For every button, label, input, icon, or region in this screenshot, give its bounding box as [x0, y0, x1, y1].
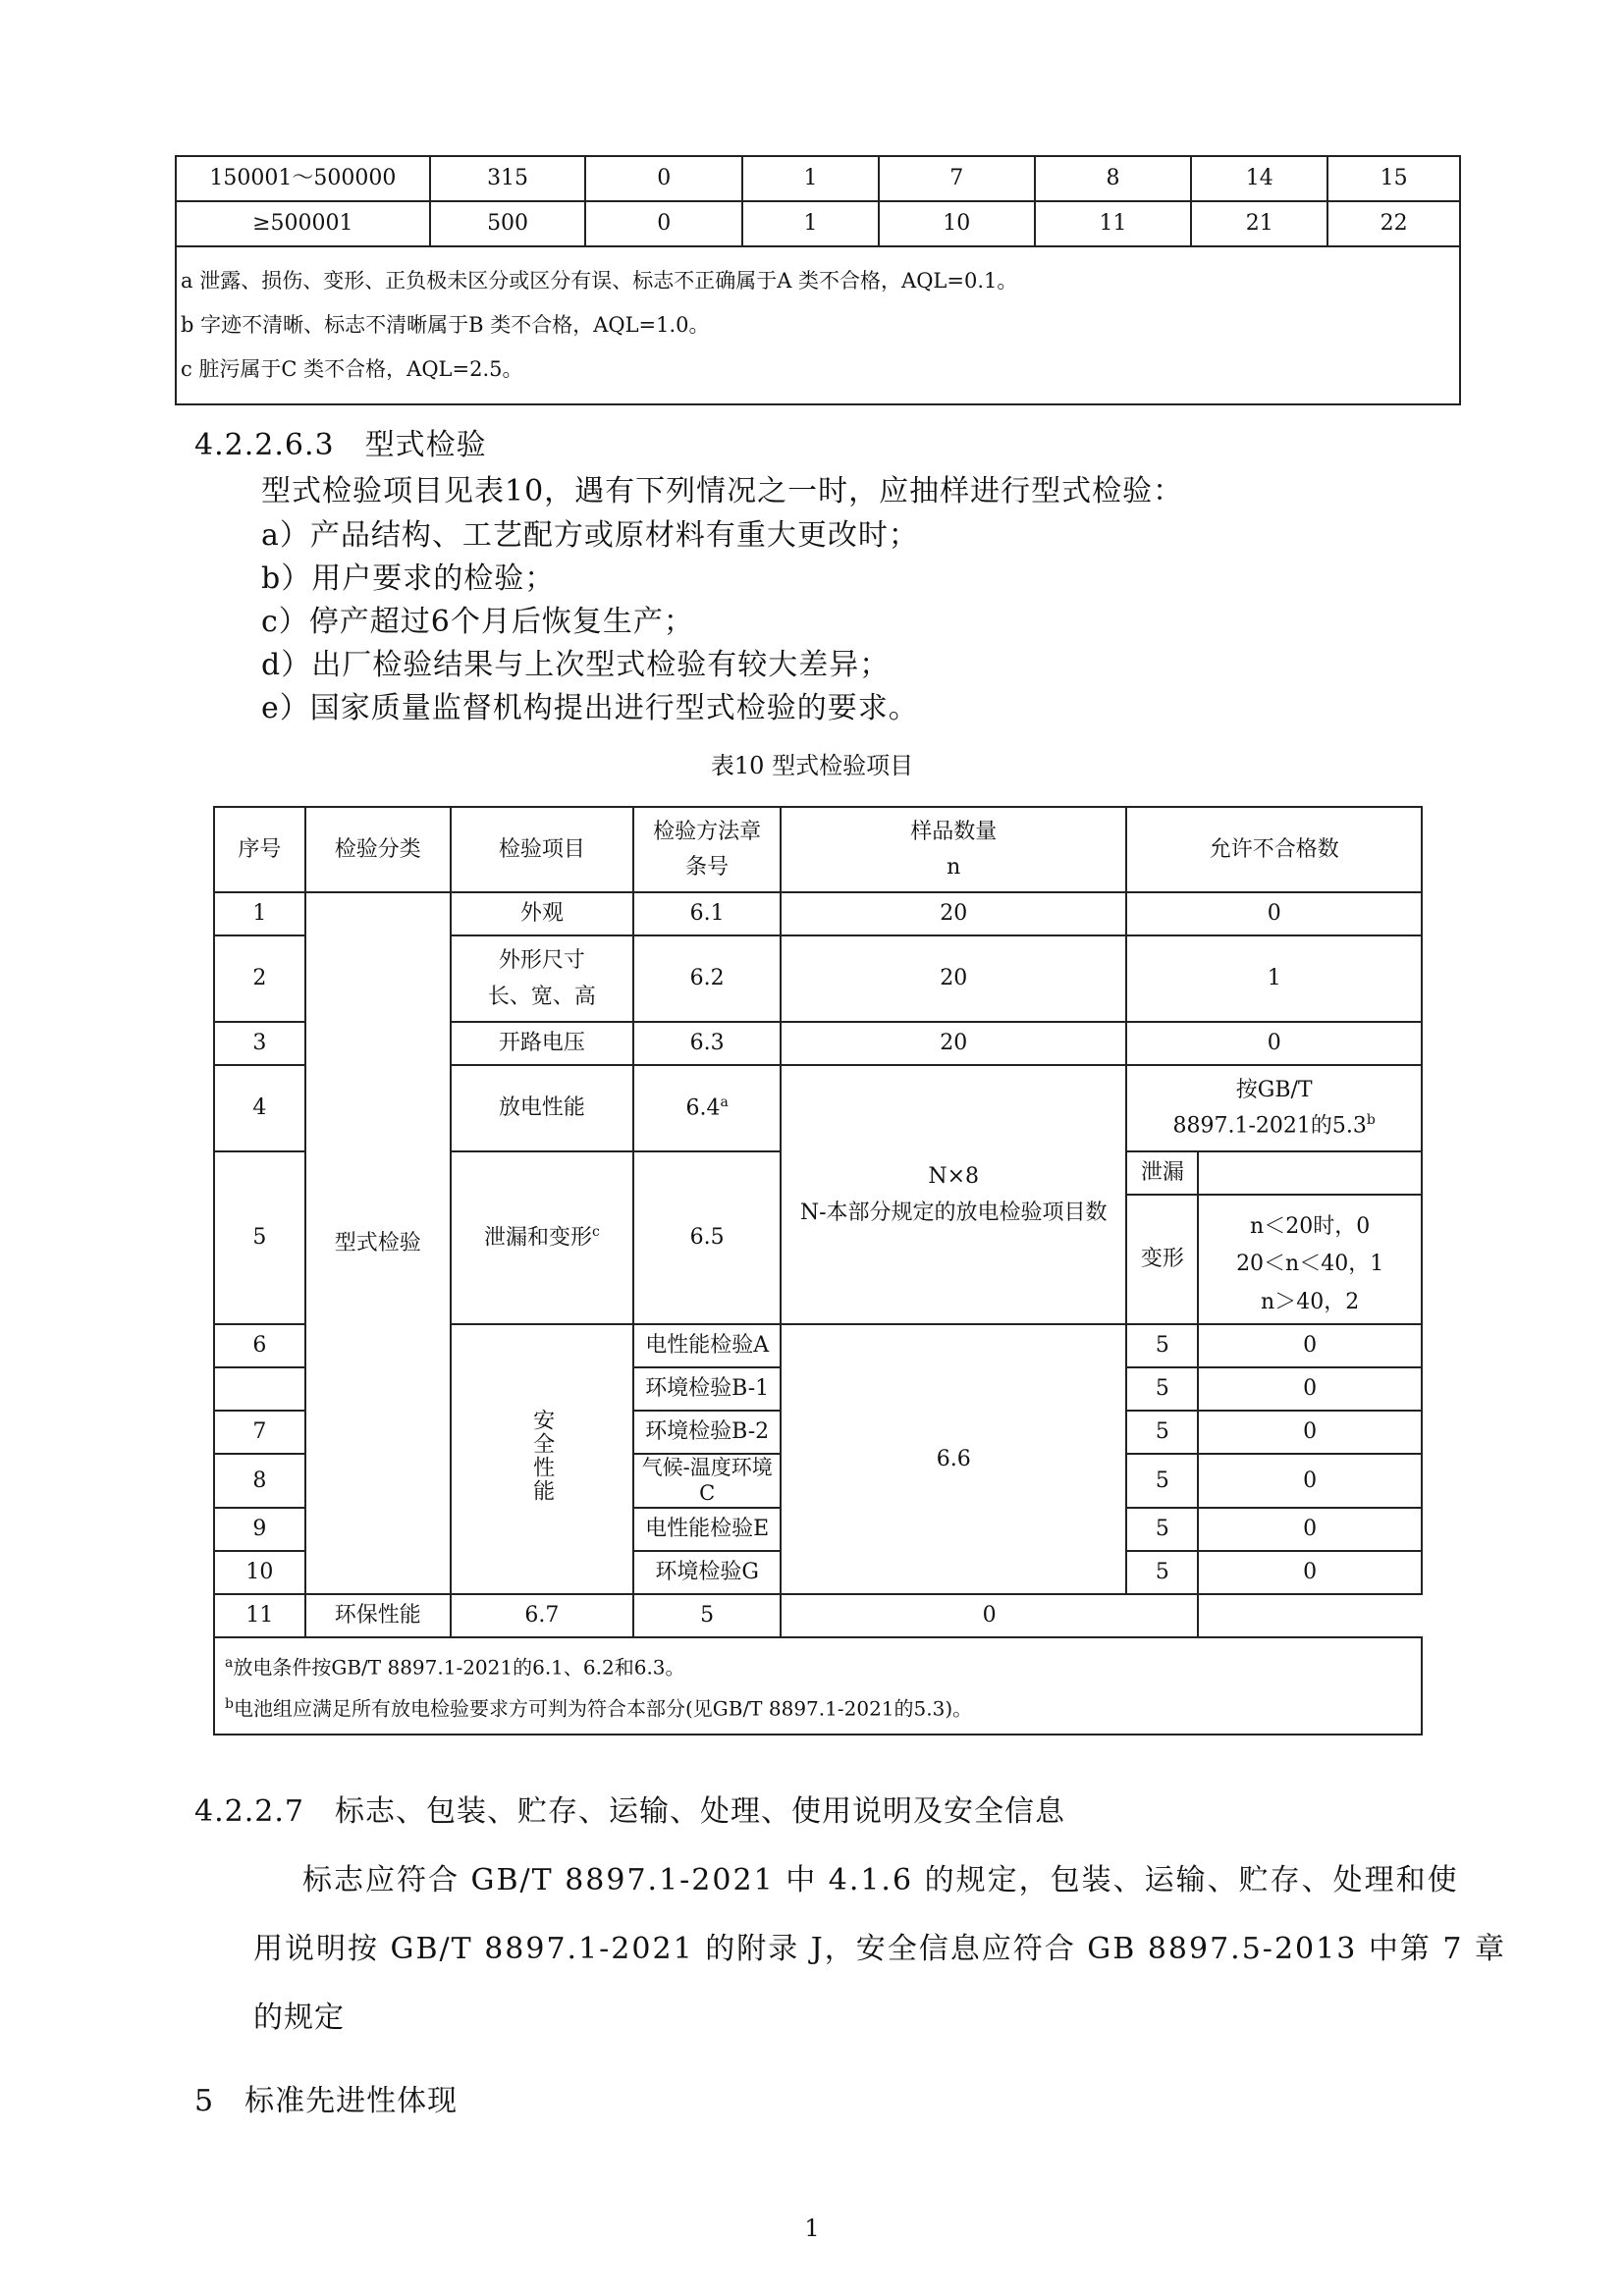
- b-ac-cell: 10: [879, 201, 1035, 246]
- note-c: c 脏污属于C 类不合格，AQL=2.5。: [181, 357, 523, 381]
- footnote-mark: a: [225, 1654, 234, 1671]
- sample-cell: 20: [781, 935, 1126, 1022]
- table-row: [176, 201, 1460, 246]
- safety-category-cell: [451, 1324, 634, 1594]
- deform-line3: n＞40，2: [1198, 1281, 1422, 1324]
- list-item: e）国家质量监督机构提出进行型式检验的要求。: [261, 691, 919, 725]
- sample-cell: 5: [1126, 1551, 1198, 1594]
- type-test-table: [213, 806, 1423, 1735]
- table-notes-row: [176, 246, 1460, 404]
- seq-cell: [214, 1367, 305, 1411]
- sample-cell: 5: [1126, 1411, 1198, 1454]
- item-cell: 开路电压: [451, 1022, 634, 1065]
- type-test-intro: 型式检验项目见表10，遇有下列情况之一时，应抽样进行型式检验：: [261, 474, 1184, 508]
- seq-cell: 7: [214, 1411, 305, 1454]
- allow-cell: [1126, 1065, 1422, 1151]
- c-re-cell: 15: [1327, 156, 1460, 201]
- seq-cell: 4: [214, 1065, 305, 1151]
- item-cell: 环境检验G: [633, 1551, 781, 1594]
- item-cell: 电性能检验A: [633, 1324, 781, 1367]
- sample-cell: 5: [1126, 1367, 1198, 1411]
- section-heading-advancement: 5 标准先进性体现: [194, 2084, 459, 2118]
- method-cell: 6.7: [451, 1594, 634, 1637]
- note-a: a 泄露、损伤、变形、正负极未区分或区分有误、标志不正确属于A 类不合格，AQL=0.1。: [181, 269, 1018, 293]
- method-value: 6.4: [685, 1095, 721, 1121]
- deform-values: [1198, 1195, 1422, 1281]
- a-re-cell: 1: [742, 201, 879, 246]
- b-re-cell: 8: [1035, 156, 1192, 201]
- item-cell: 外观: [451, 892, 634, 935]
- allow-cell: 0: [1198, 1367, 1422, 1411]
- table-notes: [214, 1637, 1422, 1735]
- section-heading-type-test: 4.2.2.6.3 型式检验: [194, 428, 487, 462]
- sample-cell-discharge: [781, 1065, 1126, 1324]
- seq-cell: 2: [214, 935, 305, 1022]
- item-line1: 外形尺寸: [498, 947, 585, 973]
- lot-size-cell: ≥500001: [176, 201, 430, 246]
- method-cell: 6.2: [633, 935, 781, 1022]
- method-cell: 6.1: [633, 892, 781, 935]
- allow-cell: 0: [1198, 1324, 1422, 1367]
- acceptance-table-tail: [175, 155, 1461, 405]
- a-ac-cell: 0: [585, 156, 742, 201]
- list-item: c）停产超过6个月后恢复生产；: [261, 605, 694, 639]
- a-ac-cell: 0: [585, 201, 742, 246]
- footnote-ref: a: [720, 1095, 729, 1111]
- item-cell: 电性能检验E: [633, 1508, 781, 1551]
- sample-size-cell: 315: [430, 156, 586, 201]
- header-method: [633, 807, 781, 892]
- allow-cell: 1: [1126, 935, 1422, 1022]
- method-cell: [633, 1065, 781, 1151]
- item-cell: 环境检验B-1: [633, 1367, 781, 1411]
- category-main-label: 型式检验: [334, 1230, 421, 1255]
- item-cell: 环保性能: [305, 1594, 451, 1637]
- seq-cell: 5: [214, 1151, 305, 1324]
- paragraph-line: 标志应符合 GB/T 8897.1-2021 中 4.1.6 的规定，包装、运输、贮存、处理和使: [302, 1863, 1459, 1897]
- method-cell: 6.6: [781, 1324, 1126, 1594]
- safety-category-label: 安全性能: [529, 1408, 555, 1503]
- c-re-cell: 22: [1327, 201, 1460, 246]
- footnote-ref: b: [1366, 1111, 1376, 1128]
- list-item: d）出厂检验结果与上次型式检验有较大差异；: [261, 648, 891, 682]
- allow-cell: 0: [1198, 1454, 1422, 1508]
- deform-line2: 20＜n＜40，1: [1236, 1251, 1384, 1276]
- item-cell: 环境检验B-2: [633, 1411, 781, 1454]
- header-allow: 允许不合格数: [1126, 807, 1422, 892]
- item-cell: [451, 935, 634, 1022]
- table-row: [176, 156, 1460, 201]
- sample-cell: 5: [1126, 1454, 1198, 1508]
- allow-cell: 0: [1198, 1551, 1422, 1594]
- header-category: 检验分类: [305, 807, 451, 892]
- header-method-line2: 条号: [685, 854, 730, 880]
- c-ac-cell: 21: [1191, 201, 1327, 246]
- footnote-ref: c: [592, 1224, 600, 1241]
- header-item: 检验项目: [451, 807, 634, 892]
- lot-size-cell: 150001～500000: [176, 156, 430, 201]
- header-sample-line2: n: [947, 854, 961, 880]
- allow-line2: 8897.1-2021的5.3: [1172, 1113, 1367, 1139]
- allow-cell: 0: [781, 1594, 1198, 1637]
- header-sample: [781, 807, 1126, 892]
- paragraph-line: 的规定: [253, 2001, 345, 2035]
- paragraph-line: 用说明按 GB/T 8897.1-2021 的附录 J，安全信息应符合 GB 8897.5-2013 中第 7 章: [253, 1932, 1506, 1966]
- table-caption: 表10 型式检验项目: [710, 752, 914, 779]
- method-cell: 6.3: [633, 1022, 781, 1065]
- item-value: 泄漏和变形: [483, 1225, 592, 1251]
- list-item: b）用户要求的检验；: [261, 561, 556, 596]
- allow-cell: 0: [1198, 1411, 1422, 1454]
- allow-cell: 0: [1126, 1022, 1422, 1065]
- sample-cell: 5: [1126, 1324, 1198, 1367]
- sample-size-cell: 500: [430, 201, 586, 246]
- leak-label: 泄漏: [1126, 1151, 1198, 1195]
- a-re-cell: 1: [742, 156, 879, 201]
- seq-cell: 10: [214, 1551, 305, 1594]
- table-header-row: [214, 807, 1422, 892]
- seq-cell: 8: [214, 1454, 305, 1508]
- allow-line1: 按GB/T: [1235, 1078, 1313, 1103]
- leak-value: [1198, 1151, 1422, 1195]
- seq-cell: 6: [214, 1324, 305, 1367]
- b-re-cell: 11: [1035, 201, 1192, 246]
- sample-formula-note: N-本部分规定的放电检验项目数: [799, 1201, 1108, 1225]
- list-item: a）产品结构、工艺配方或原材料有重大更改时；: [261, 518, 919, 553]
- sample-formula: N×8: [928, 1163, 980, 1189]
- header-seq: 序号: [214, 807, 305, 892]
- method-cell: 6.5: [633, 1151, 781, 1324]
- header-sample-line1: 样品数量: [910, 820, 998, 844]
- seq-cell: 1: [214, 892, 305, 935]
- seq-cell: 3: [214, 1022, 305, 1065]
- sample-cell: 5: [633, 1594, 781, 1637]
- c-ac-cell: 14: [1191, 156, 1327, 201]
- sample-cell: 20: [781, 1022, 1126, 1065]
- note-a: [225, 1644, 1411, 1686]
- allow-cell: 0: [1126, 892, 1422, 935]
- sample-cell: 20: [781, 892, 1126, 935]
- sample-cell: 5: [1126, 1508, 1198, 1551]
- seq-cell: 9: [214, 1508, 305, 1551]
- item-cell: 放电性能: [451, 1065, 634, 1151]
- page-number: 1: [804, 2215, 820, 2242]
- footnote-mark: b: [225, 1696, 234, 1713]
- table-notes: [176, 246, 1460, 404]
- table-row: [214, 1594, 1422, 1637]
- header-method-line1: 检验方法章: [653, 820, 762, 844]
- note-b: b 字迹不清晰、标志不清晰属于B 类不合格，AQL=1.0。: [181, 313, 710, 337]
- category-cell: [305, 892, 451, 1594]
- note-a-text: 放电条件按GB/T 8897.1-2021的6.1、6.2和6.3。: [233, 1655, 685, 1680]
- allow-cell: 0: [1198, 1508, 1422, 1551]
- note-b-text: 电池组应满足所有放电检验要求方可判为符合本部分(见GB/T 8897.1-2021的5.3)。: [233, 1696, 973, 1721]
- item-line2: 长、宽、高: [487, 985, 596, 1009]
- table-notes-row: [214, 1637, 1422, 1735]
- deform-label: 变形: [1126, 1195, 1198, 1324]
- table-row: [214, 892, 1422, 935]
- deform-line1: n＜20时，0: [1250, 1214, 1371, 1239]
- item-cell: [451, 1151, 634, 1324]
- note-b: [225, 1685, 1411, 1728]
- seq-cell: 11: [214, 1594, 305, 1637]
- b-ac-cell: 7: [879, 156, 1035, 201]
- section-heading-marking: 4.2.2.7 标志、包装、贮存、运输、处理、使用说明及安全信息: [194, 1794, 1065, 1829]
- item-cell: 气候-温度环境C: [633, 1454, 781, 1508]
